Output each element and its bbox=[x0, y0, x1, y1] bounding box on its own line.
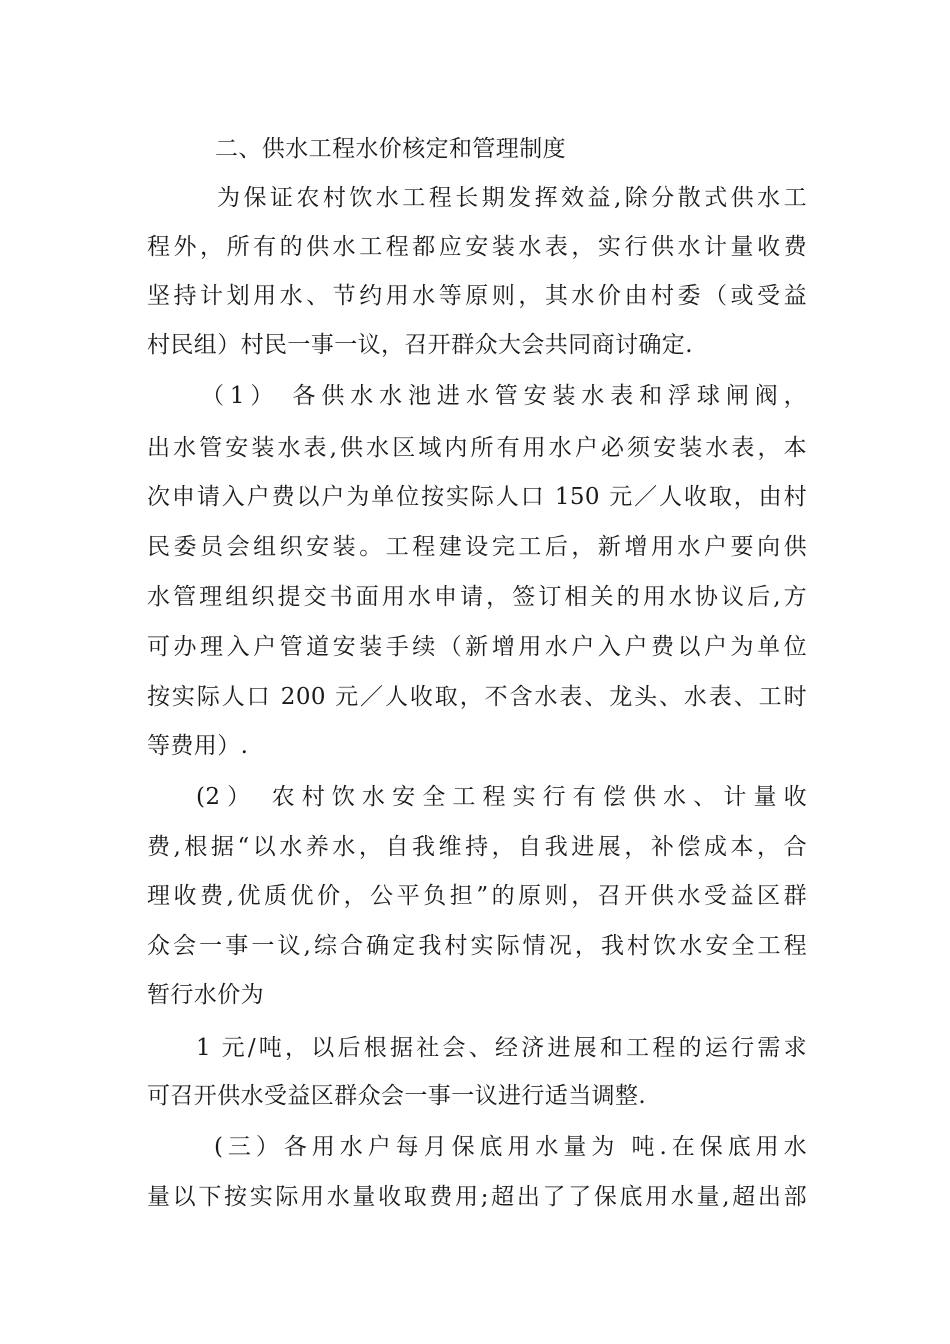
section-heading: 二、供水工程水价核定和管理制度 bbox=[215, 136, 566, 162]
paragraph-line: （1） 各供水水池进水管安装水表和浮球闸阀， bbox=[201, 383, 807, 409]
paragraph-line: (2） 农村饮水安全工程实行有偿供水、计量收 bbox=[196, 784, 807, 810]
paragraph-line: 民委员会组织安装。工程建设完工后，新增用水户要向供 bbox=[147, 534, 807, 560]
paragraph-line: 1 元/吨，以后根据社会、经济进展和工程的运行需求 bbox=[196, 1035, 807, 1061]
paragraph-line: 众会一事一议,综合确定我村实际情况，我村饮水安全工程 bbox=[147, 933, 807, 959]
paragraph-line: 理收费,优质优价，公平负担”的原则，召开供水受益区群 bbox=[147, 883, 807, 909]
paragraph-line: 为保证农村饮水工程长期发挥效益,除分散式供水工 bbox=[217, 185, 807, 211]
paragraph-line: 等费用）. bbox=[147, 733, 249, 759]
paragraph-line: 可召开供水受益区群众会一事一议进行适当调整. bbox=[147, 1083, 647, 1109]
paragraph-line: 暂行水价为 bbox=[147, 982, 264, 1008]
paragraph-line: 坚持计划用水、节约用水等原则，其水价由村委（或受益 bbox=[147, 283, 807, 309]
paragraph-line: 量以下按实际用水量收取费用;超出了了保底用水量,超出部 bbox=[147, 1184, 807, 1210]
paragraph-line: 按实际人口 200 元／人收取，不含水表、龙头、水表、工时 bbox=[147, 684, 807, 710]
paragraph-line: 村民组）村民一事一议，召开群众大会共同商讨确定. bbox=[147, 332, 693, 358]
paragraph-line: 水管理组织提交书面用水申请，签订相关的用水协议后,方 bbox=[147, 584, 807, 610]
paragraph-line: 程外，所有的供水工程都应安装水表，实行供水计量收费 bbox=[147, 234, 807, 260]
paragraph-line: 出水管安装水表,供水区域内所有用水户必须安装水表，本 bbox=[147, 435, 807, 461]
paragraph-line: 次申请入户费以户为单位按实际人口 150 元／人收取，由村 bbox=[147, 484, 807, 510]
paragraph-line: (三）各用水户每月保底用水量为 吨.在保底用水 bbox=[214, 1134, 807, 1160]
paragraph-line: 费,根据“以水养水，自我维持，自我进展，补偿成本，合 bbox=[147, 834, 807, 860]
paragraph-line: 可办理入户管道安装手续（新增用水户入户费以户为单位 bbox=[147, 634, 807, 660]
